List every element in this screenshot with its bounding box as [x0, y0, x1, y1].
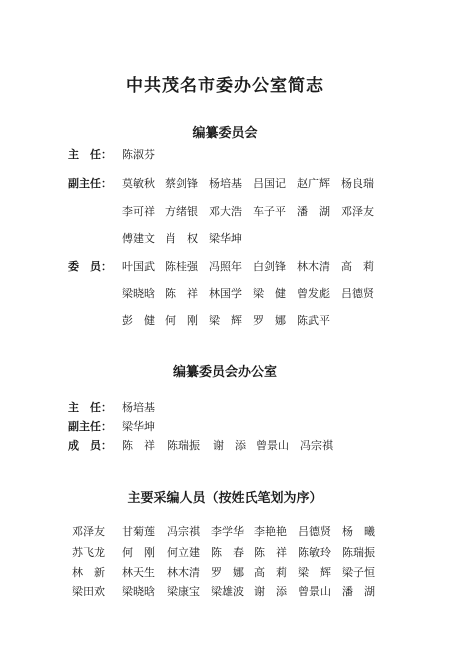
person-name: 梁田欢 [72, 585, 105, 598]
person-name: 林木清 [167, 566, 200, 579]
person-name: 杨培基 [122, 401, 155, 414]
person-name: 曾景山 [298, 585, 331, 598]
person-name: 莫敏秋 [122, 177, 155, 190]
editor-row [0, 583, 450, 599]
person-name: 杨培基 [209, 177, 242, 190]
person-name: 杨 曦 [342, 525, 375, 538]
person-name: 梁康宝 [167, 585, 200, 598]
person-name: 李艳艳 [254, 525, 287, 538]
person-name: 谢 添 [254, 585, 287, 598]
person-name: 梁 辉 [298, 566, 331, 579]
person-name: 李学华 [211, 525, 244, 538]
person-name: 梁晓晗 [122, 287, 155, 300]
committee-member-row [0, 285, 450, 301]
office-director-row [0, 399, 450, 415]
person-name: 林 新 [72, 566, 105, 579]
person-name: 梁 健 [253, 287, 286, 300]
person-name: 陈瑞振 [167, 439, 200, 452]
person-name: 陈瑞振 [342, 546, 375, 559]
person-name: 李可祥 [122, 205, 155, 218]
person-name: 梁晓晗 [122, 585, 155, 598]
person-name: 陈淑芬 [122, 148, 155, 161]
editor-row [0, 544, 450, 560]
person-name: 陈 祥 [122, 439, 155, 452]
person-name: 肖 权 [165, 232, 198, 245]
person-name: 陈桂强 [165, 260, 198, 273]
director-label: 主 任： [68, 148, 112, 161]
person-name: 吕德贤 [298, 525, 331, 538]
person-name: 林木清 [297, 260, 330, 273]
person-name: 何立建 [167, 546, 200, 559]
person-name: 梁华坤 [209, 232, 242, 245]
person-name: 潘 湖 [297, 205, 330, 218]
committee-member-row [0, 258, 450, 274]
committee-deputy-row [0, 203, 450, 219]
person-name: 陈 祥 [254, 546, 287, 559]
person-name: 赵广辉 [297, 177, 330, 190]
person-name: 冯照年 [209, 260, 242, 273]
person-name: 何 刚 [122, 546, 155, 559]
person-name: 苏飞龙 [72, 546, 105, 559]
person-name: 吕国记 [253, 177, 286, 190]
person-name: 叶国武 [122, 260, 155, 273]
person-name: 邓大浩 [209, 205, 242, 218]
person-name: 潘 湖 [342, 585, 375, 598]
person-name: 邓泽友 [341, 205, 374, 218]
person-name: 梁华坤 [122, 420, 155, 433]
person-name: 罗 娜 [253, 314, 286, 327]
editor-row [0, 564, 450, 580]
person-name: 陈敏玲 [298, 546, 331, 559]
person-name: 白剑锋 [253, 260, 286, 273]
deputy-director-label: 副主任： [68, 420, 112, 433]
person-name: 甘菊莲 [122, 525, 155, 538]
committee-director-row [0, 146, 450, 162]
office-deputy-row [0, 418, 450, 434]
page-title: 中共茂名市委办公室简志 [126, 76, 324, 96]
person-name: 傅建文 [122, 232, 155, 245]
person-name: 梁雄波 [211, 585, 244, 598]
person-name: 陈 祥 [165, 287, 198, 300]
deputy-director-label: 副主任： [68, 177, 112, 190]
person-name: 谢 添 [213, 439, 246, 452]
committee-member-row [0, 312, 450, 328]
person-name: 陈武平 [297, 314, 330, 327]
person-name: 何 刚 [165, 314, 198, 327]
person-name: 高 莉 [341, 260, 374, 273]
office-member-row [0, 437, 450, 453]
person-name: 罗 娜 [211, 566, 244, 579]
person-name: 梁 辉 [209, 314, 242, 327]
person-name: 邓泽友 [72, 525, 105, 538]
person-name: 高 莉 [254, 566, 287, 579]
person-name: 冯宗祺 [300, 439, 333, 452]
person-name: 车子平 [253, 205, 286, 218]
member-label: 成 员： [68, 439, 112, 452]
person-name: 方绪银 [165, 205, 198, 218]
person-name: 曾发彪 [297, 287, 330, 300]
person-name: 吕德贤 [341, 287, 374, 300]
person-name: 蔡剑锋 [165, 177, 198, 190]
member-label: 委 员： [68, 260, 112, 273]
committee-deputy-row [0, 230, 450, 246]
director-label: 主 任： [68, 401, 112, 414]
person-name: 杨良瑞 [341, 177, 374, 190]
person-name: 林天生 [122, 566, 155, 579]
person-name: 陈 春 [211, 546, 244, 559]
person-name: 林国学 [209, 287, 242, 300]
section-heading-committee: 编纂委员会 [192, 126, 258, 141]
person-name: 梁子恒 [342, 566, 375, 579]
editor-row [0, 523, 450, 539]
person-name: 冯宗祺 [167, 525, 200, 538]
person-name: 曾景山 [256, 439, 289, 452]
person-name: 彭 健 [122, 314, 155, 327]
committee-deputy-row [0, 175, 450, 191]
section-heading-office: 编纂委员会办公室 [172, 365, 277, 380]
section-heading-editors: 主要采编人员（按姓氏笔划为序） [127, 491, 323, 506]
